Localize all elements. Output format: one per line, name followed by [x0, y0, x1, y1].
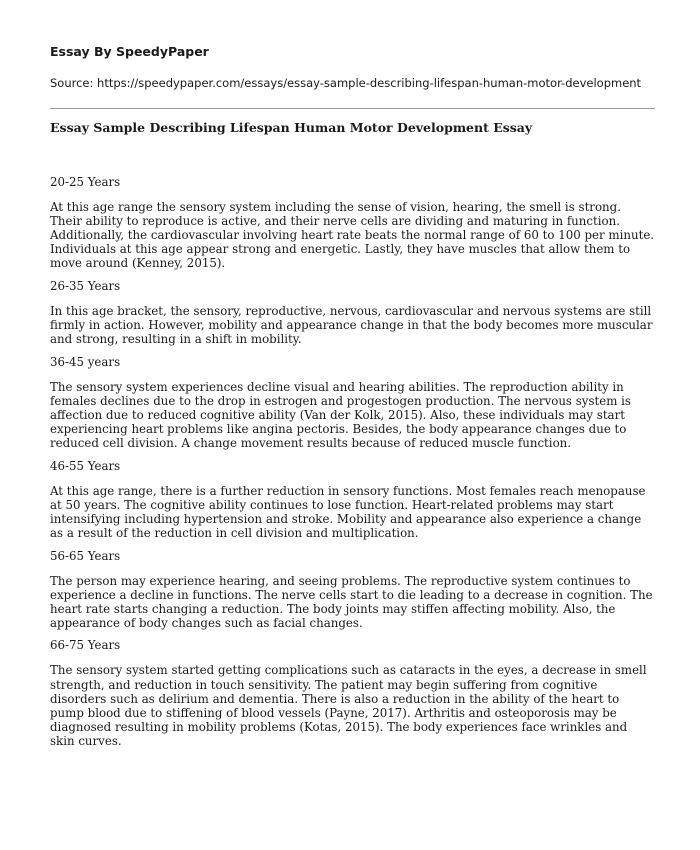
- document-page: [50, 44, 655, 757]
- section-36-45: [50, 355, 655, 450]
- section-66-75: [50, 638, 655, 748]
- section-heading: 36-45 years: [50, 354, 121, 369]
- source-url: https://speedypaper.com/essays/essay-sample-describing-lifespan-human-motor-development: [97, 76, 642, 90]
- section-paragraph: The sensory system experiences decline visual and hearing abilities. The reproduction ability in females declines due to the drop in estrogen and progestogen production. The nervous system is affection due to reduced cognitive ability (Van der Kolk, 2015). Also, these individuals may start experiencing heart problems like angina pectoris. Besides, the body appearance changes due to reduced cell division. A change movement results because of reduced muscle function.: [50, 379, 631, 451]
- section-heading: 26-35 Years: [50, 278, 121, 293]
- section-paragraph: The person may experience hearing, and seeing problems. The reproductive system continues to experience a decline in functions. The nerve cells start to die leading to a decrease in cognition. The heart rate starts changing a reduction. The body joints may stiffen affecting mobility. Also, the appearance of body changes such as facial changes.: [50, 573, 653, 630]
- section-heading: 66-75 Years: [50, 638, 121, 653]
- section-heading: 20-25 Years: [50, 175, 121, 189]
- section-paragraph: The sensory system started getting complications such as cataracts in the eyes, a decrease in smell strength, and reduction in touch sensitivity. The patient may begin suffering from cognitive disorders such as delirium and dementia. There is also a reduction in the ability of the heart to pump blood due to stiffening of blood vessels (Payne, 2017). Arthritis and osteoporosis may be diagnosed resulting in mobility problems (Kotas, 2015). The body experiences face wrinkles and skin curves.: [50, 663, 647, 748]
- section-paragraph: At this age range, there is a further reduction in sensory functions. Most females reach menopause at 50 years. The cognitive ability continues to lose function. Heart-related problems may start intensifying including hypertension and stroke. Mobility and appearance also experience a change as a result of the reduction in cell division and multiplication.: [50, 483, 646, 540]
- source-label: Source:: [50, 76, 98, 90]
- section-26-35: [50, 279, 655, 346]
- header-divider: [50, 108, 655, 109]
- section-20-25: [50, 175, 655, 270]
- document-header: Essay By SpeedyPaper: [50, 44, 209, 59]
- essay-title: Essay Sample Describing Lifespan Human Motor Development Essay: [50, 120, 533, 135]
- section-46-55: [50, 459, 655, 540]
- section-heading: 46-55 Years: [50, 458, 121, 473]
- section-56-65: [50, 549, 655, 630]
- section-heading: 56-65 Years: [50, 548, 121, 563]
- section-paragraph: In this age bracket, the sensory, reproductive, nervous, cardiovascular and nervous systems are still firmly in action. However, mobility and appearance change in that the body becomes more muscular and strong, resulting in a shift in mobility.: [50, 303, 653, 347]
- section-paragraph: At this age range the sensory system including the sense of vision, hearing, the smell is strong. Their ability to reproduce is active, and their nerve cells are dividing and maturing in function. Additionally, the cardiovascular involving heart rate beats the normal range of 60 to 100 per minute. Individuals at this age appear strong and energetic. Lastly, they have muscles that allow them to move around (Kenney, 2015).: [50, 200, 655, 271]
- source-line: [50, 75, 655, 91]
